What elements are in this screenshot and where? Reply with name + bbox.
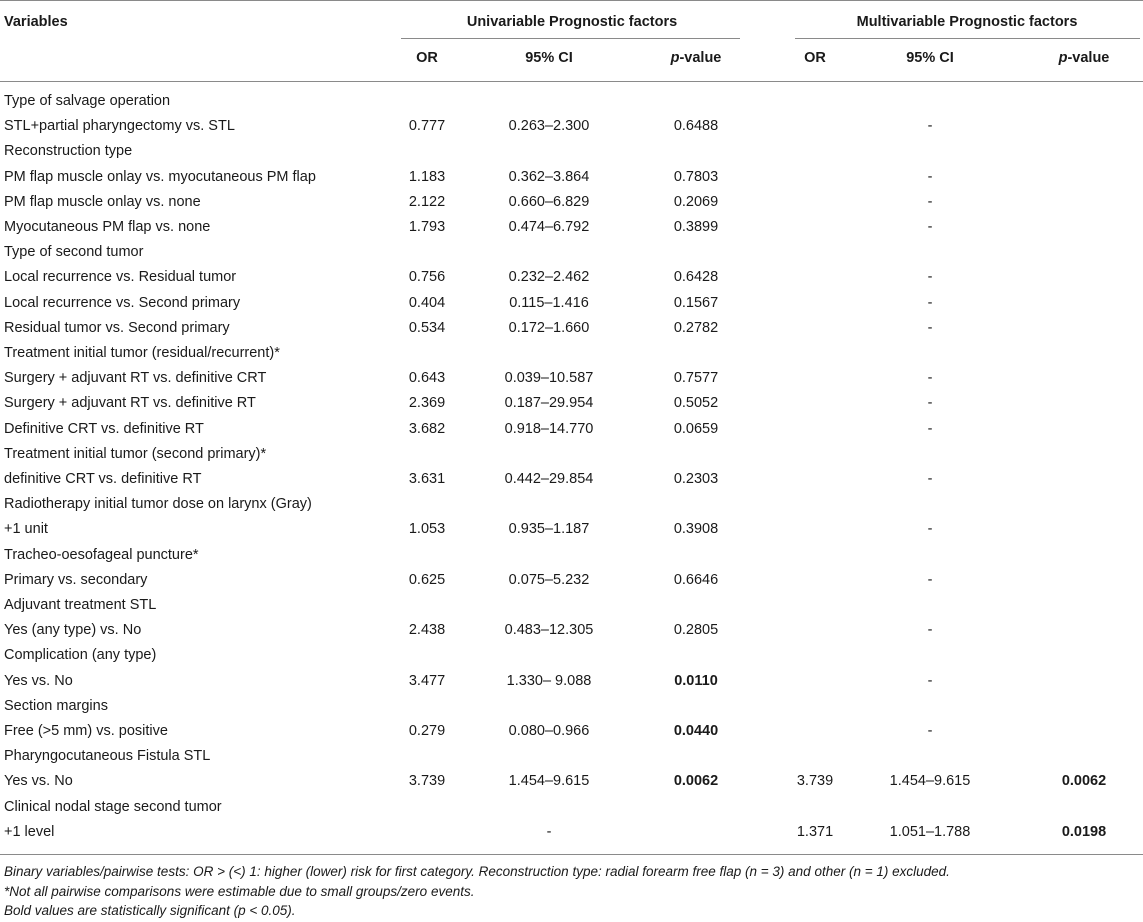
u-or-cell: 2.369	[408, 395, 446, 411]
u-pvalue-cell: 0.1567	[673, 295, 719, 311]
header-m-or: OR	[804, 50, 826, 66]
u-pvalue-cell: 0.5052	[673, 395, 719, 411]
u-pvalue-cell: 0.2782	[673, 320, 719, 336]
group-heading: Tracheo-oesofageal puncture*	[4, 547, 199, 563]
u-ci-cell: 0.080–0.966	[508, 723, 590, 739]
variable-label: Yes vs. No	[4, 673, 73, 689]
u-pvalue-cell: 0.2805	[673, 622, 719, 638]
m-ci-cell: -	[927, 395, 933, 411]
footnote-2: *Not all pairwise comparisons were estimable due to small groups/zero events.	[4, 884, 475, 899]
m-ci-cell: 1.454–9.615	[889, 773, 971, 789]
variable-label: PM flap muscle onlay vs. myocutaneous PM flap	[4, 169, 316, 185]
m-ci-cell: -	[927, 219, 933, 235]
u-or-cell: 2.438	[408, 622, 446, 638]
table-bottom-rule	[0, 854, 1143, 855]
m-ci-cell: -	[927, 295, 933, 311]
variable-label: definitive CRT vs. definitive RT	[4, 471, 202, 487]
u-ci-cell: 0.115–1.416	[509, 295, 589, 311]
u-or-cell: 3.631	[408, 471, 446, 487]
u-or-cell: 1.793	[408, 219, 446, 235]
u-pvalue-cell: 0.6488	[673, 118, 719, 134]
u-pvalue-cell: 0.7577	[673, 370, 719, 386]
variable-label: Free (>5 mm) vs. positive	[4, 723, 168, 739]
u-ci-cell: 0.918–14.770	[504, 421, 594, 437]
variable-label: Local recurrence vs. Second primary	[4, 295, 241, 311]
u-pvalue-cell: 0.0659	[673, 421, 719, 437]
u-pvalue-cell: 0.3899	[673, 219, 719, 235]
u-ci-cell: 0.483–12.305	[504, 622, 594, 638]
u-or-cell: 1.183	[408, 169, 446, 185]
u-pvalue-cell: 0.0440	[673, 723, 719, 739]
group-heading: Complication (any type)	[4, 647, 157, 663]
variable-label: Primary vs. secondary	[4, 572, 148, 588]
m-ci-cell: -	[927, 320, 933, 336]
header-multivariable: Multivariable Prognostic factors	[856, 14, 1078, 30]
group-heading: Pharyngocutaneous Fistula STL	[4, 748, 211, 764]
u-pvalue-cell: 0.6428	[673, 269, 719, 285]
group-heading: Radiotherapy initial tumor dose on larynx (Gray)	[4, 496, 312, 512]
u-or-cell: 0.279	[408, 723, 446, 739]
m-pvalue-cell: 0.0062	[1061, 773, 1107, 789]
variable-label: +1 unit	[4, 521, 48, 537]
header-bottom-rule	[0, 81, 1143, 82]
m-ci-cell: -	[927, 723, 933, 739]
univariable-group-rule	[401, 38, 740, 39]
u-ci-cell: 0.232–2.462	[508, 269, 590, 285]
u-ci-cell: 0.660–6.829	[508, 194, 590, 210]
u-ci-cell: 0.039–10.587	[504, 370, 594, 386]
group-heading: Section margins	[4, 698, 108, 714]
u-or-cell: 2.122	[408, 194, 446, 210]
group-heading: Clinical nodal stage second tumor	[4, 799, 222, 815]
variable-label: Surgery + adjuvant RT vs. definitive CRT	[4, 370, 267, 386]
variable-label: Myocutaneous PM flap vs. none	[4, 219, 211, 235]
m-ci-cell: -	[927, 622, 933, 638]
header-m-ci: 95% CI	[906, 50, 954, 66]
m-or-cell: 3.739	[796, 773, 834, 789]
u-ci-cell: 1.330– 9.088	[506, 673, 592, 689]
m-ci-cell: -	[927, 471, 933, 487]
m-ci-cell: -	[927, 269, 933, 285]
footnote-3: Bold values are statistically significant (p < 0.05).	[4, 903, 296, 918]
u-or-cell: 3.739	[408, 773, 446, 789]
footnote-1: Binary variables/pairwise tests: OR > (<) 1: higher (lower) risk for first category. Reconstruction type: radial forearm free flap (n = 3) and other (n = 1) excluded.	[4, 864, 950, 879]
u-or-cell: 0.625	[408, 572, 446, 588]
u-ci-cell: 0.075–5.232	[508, 572, 590, 588]
u-ci-cell: 1.454–9.615	[508, 773, 590, 789]
multivariable-group-rule	[795, 38, 1140, 39]
variable-label: Yes (any type) vs. No	[4, 622, 142, 638]
u-ci-cell: 0.362–3.864	[508, 169, 590, 185]
u-pvalue-cell: 0.2303	[673, 471, 719, 487]
m-ci-cell: -	[927, 169, 933, 185]
u-ci-cell: 0.263–2.300	[508, 118, 590, 134]
header-u-ci: 95% CI	[525, 50, 573, 66]
header-u-or: OR	[416, 50, 438, 66]
u-ci-cell: 0.172–1.660	[508, 320, 590, 336]
variable-label: STL+partial pharyngectomy vs. STL	[4, 118, 235, 134]
u-pvalue-cell: 0.0062	[673, 773, 719, 789]
u-or-cell: 3.477	[408, 673, 446, 689]
m-pvalue-cell: 0.0198	[1061, 824, 1107, 840]
variable-label: Surgery + adjuvant RT vs. definitive RT	[4, 395, 256, 411]
group-heading: Treatment initial tumor (residual/recurrent)*	[4, 345, 280, 361]
table-top-rule	[0, 0, 1143, 1]
u-or-cell: 0.777	[408, 118, 446, 134]
m-or-cell: 1.371	[796, 824, 834, 840]
m-ci-cell: -	[927, 572, 933, 588]
u-pvalue-cell: 0.0110	[674, 673, 718, 689]
u-or-cell: 0.756	[408, 269, 446, 285]
u-ci-cell: 0.442–29.854	[504, 471, 594, 487]
u-pvalue-cell: 0.2069	[673, 194, 719, 210]
u-pvalue-cell: 0.7803	[673, 169, 719, 185]
u-or-cell: 0.643	[408, 370, 446, 386]
u-pvalue-cell: 0.6646	[673, 572, 719, 588]
m-ci-cell: -	[927, 194, 933, 210]
u-or-cell: 0.404	[408, 295, 446, 311]
header-m-pvalue: p-value	[1058, 50, 1110, 66]
m-ci-cell: -	[927, 370, 933, 386]
m-ci-cell: -	[927, 118, 933, 134]
header-variables: Variables	[4, 14, 68, 30]
group-heading: Treatment initial tumor (second primary)*	[4, 446, 267, 462]
m-ci-cell: -	[927, 421, 933, 437]
group-heading: Type of salvage operation	[4, 93, 171, 109]
u-ci-cell: 0.935–1.187	[508, 521, 590, 537]
u-or-cell: 0.534	[408, 320, 446, 336]
group-heading: Adjuvant treatment STL	[4, 597, 157, 613]
m-ci-cell: 1.051–1.788	[889, 824, 971, 840]
u-pvalue-cell: 0.3908	[673, 521, 719, 537]
header-u-pvalue: p-value	[670, 50, 722, 66]
u-ci-cell: 0.474–6.792	[508, 219, 590, 235]
u-ci-cell: 0.187–29.954	[504, 395, 594, 411]
variable-label: +1 level	[4, 824, 55, 840]
variable-label: PM flap muscle onlay vs. none	[4, 194, 201, 210]
variable-label: Definitive CRT vs. definitive RT	[4, 421, 204, 437]
u-ci-cell: -	[546, 824, 552, 840]
variable-label: Residual tumor vs. Second primary	[4, 320, 230, 336]
m-ci-cell: -	[927, 521, 933, 537]
header-univariable: Univariable Prognostic factors	[466, 14, 678, 30]
group-heading: Reconstruction type	[4, 143, 133, 159]
u-or-cell: 1.053	[408, 521, 446, 537]
m-ci-cell: -	[927, 673, 933, 689]
u-or-cell: 3.682	[408, 421, 446, 437]
variable-label: Local recurrence vs. Residual tumor	[4, 269, 237, 285]
variable-label: Yes vs. No	[4, 773, 73, 789]
group-heading: Type of second tumor	[4, 244, 144, 260]
